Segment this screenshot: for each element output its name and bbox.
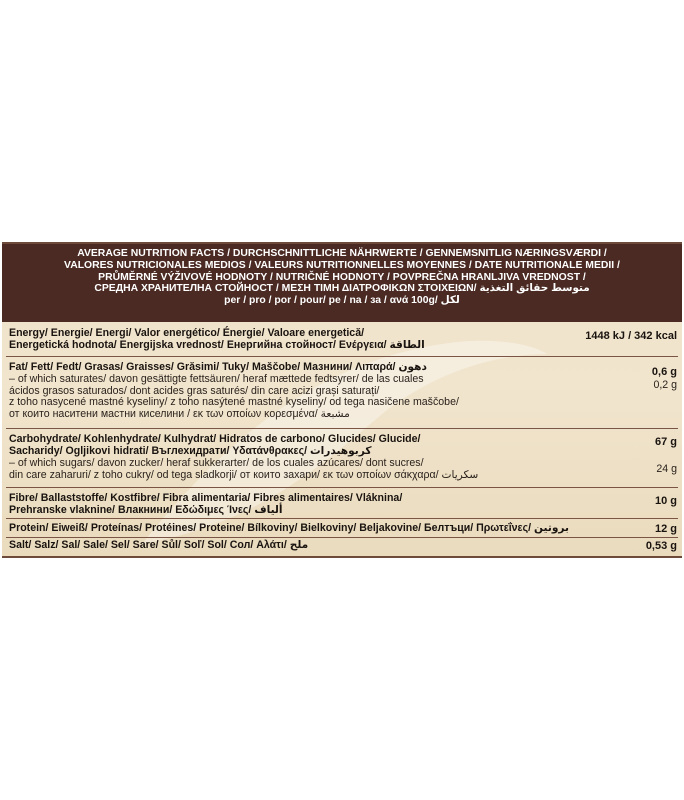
header-line: СРЕДНА ХРАНИТЕЛНА СТОЙНОСТ / ΜΕΣΗ ΤΙΜΗ ΔΙΑΤΡΟΦΙΚΩΝ ΣΤΟΙΧΕΙΩΝ/ متوسط حقائق التغذية	[94, 283, 590, 295]
sugars-row	[9, 458, 677, 481]
carbohydrate-label: Carbohydrate/ Kohlenhydrate/ Kulhydrat/ Hidratos de carbono/ Glucides/ Glucide/	[9, 433, 421, 445]
header-line: VALORES NUTRICIONALES MEDIOS / VALEURS NUTRITIONNELLES MOYENNES / DATE NUTRITIONALE MEDII /	[64, 259, 620, 271]
protein-value: 12 g	[654, 523, 677, 535]
sugars-label: – of which sugars/ davon zucker/ heraf sukkerarter/ de los cuales azúcares/ dont sucres/	[9, 457, 424, 469]
saturates-value: 0,2 g	[653, 379, 677, 391]
protein-label: Protein/ Eiweiß/ Proteínas/ Protéines/ Proteine/ Bílkoviny/ Bielkoviny/ Beljakovine/ Белтъци/ Πρωτεΐνες/ بروتين	[9, 522, 569, 534]
saturates-label: от които наситени мастни киселини / εκ των οποίων κορεσμένα/ مشبعة	[9, 408, 350, 421]
row-divider	[6, 356, 678, 357]
row-divider	[6, 487, 678, 488]
nutrition-header	[2, 244, 682, 322]
fat-value: 0,6 g	[651, 366, 677, 378]
saturates-label: z toho nasycené mastné kyseliny/ z toho nasýtené mastné kyseliny/ od tega nasičene maščobe/	[9, 396, 459, 409]
saturates-row	[9, 374, 677, 421]
row-divider	[6, 518, 678, 519]
fat-label: Fat/ Fett/ Fedt/ Grasas/ Graisses/ Grăsimi/ Tuky/ Maščobe/ Мазнини/ Λιπαρά/ دهون	[9, 361, 427, 373]
saturates-label: – of which saturates/ davon gesättigte fettsäuren/ heraf mættede fedtsyrer/ de las cuales	[9, 373, 424, 385]
fibre-label: Prehranske vlaknine/ Влакнини/ Εδώδιμες Ίνες/ ألياف	[9, 503, 283, 516]
energy-label: Energy/ Energie/ Energi/ Valor energético/ Énergie/ Valoare energetică/	[9, 327, 365, 339]
header-line: AVERAGE NUTRITION FACTS / DURCHSCHNITTLICHE NÄHRWERTE / GENNEMSNITLIG NÆRINGSVÆRDI /	[77, 248, 607, 259]
salt-value: 0,53 g	[645, 540, 677, 552]
fibre-value: 10 g	[654, 495, 677, 507]
energy-value: 1448 kJ / 342 kcal	[585, 330, 677, 342]
fibre-label: Fibre/ Ballaststoffe/ Kostfibre/ Fibra alimentaria/ Fibres alimentaires/ Vláknina/	[9, 492, 403, 504]
header-line: PRŮMĚRNÉ VÝŽIVOVÉ HODNOTY / NUTRIČNÉ HODNOTY / POVPREČNA HRANLJIVA VREDNOST /	[98, 271, 586, 283]
saturates-label: ácidos grasos saturados/ dont acides gras saturés/ din care acizi grași saturați/	[9, 384, 380, 397]
carbohydrate-value: 67 g	[654, 436, 677, 448]
carbohydrate-label: Sacharidy/ Ogljikovi hidrati/ Въглехидрати/ Υδατάνθρακες/ كربوهيدرات	[9, 444, 372, 457]
sugars-value: 24 g	[656, 463, 677, 475]
energy-label: Energetická hodnota/ Energijska vrednost/ Енергийна стойност/ Ενέργεια/ الطاقة	[9, 338, 425, 351]
nutrition-label	[2, 242, 682, 558]
row-divider	[6, 428, 678, 429]
row-divider	[6, 537, 678, 538]
sugars-label: din care zaharuri/ z toho cukry/ od tega sladkorji/ от които захари/ εκ των οποίων σάκχαρα/ سكريات	[9, 468, 479, 481]
per-100g-line: per / pro / por / pour/ pe / na / за / ανά 100g/ لكل	[224, 295, 460, 307]
salt-label: Salt/ Salz/ Sal/ Sale/ Sel/ Sare/ Sůl/ Soľ/ Sol/ Сол/ Αλάτι/ ملح	[9, 539, 309, 551]
